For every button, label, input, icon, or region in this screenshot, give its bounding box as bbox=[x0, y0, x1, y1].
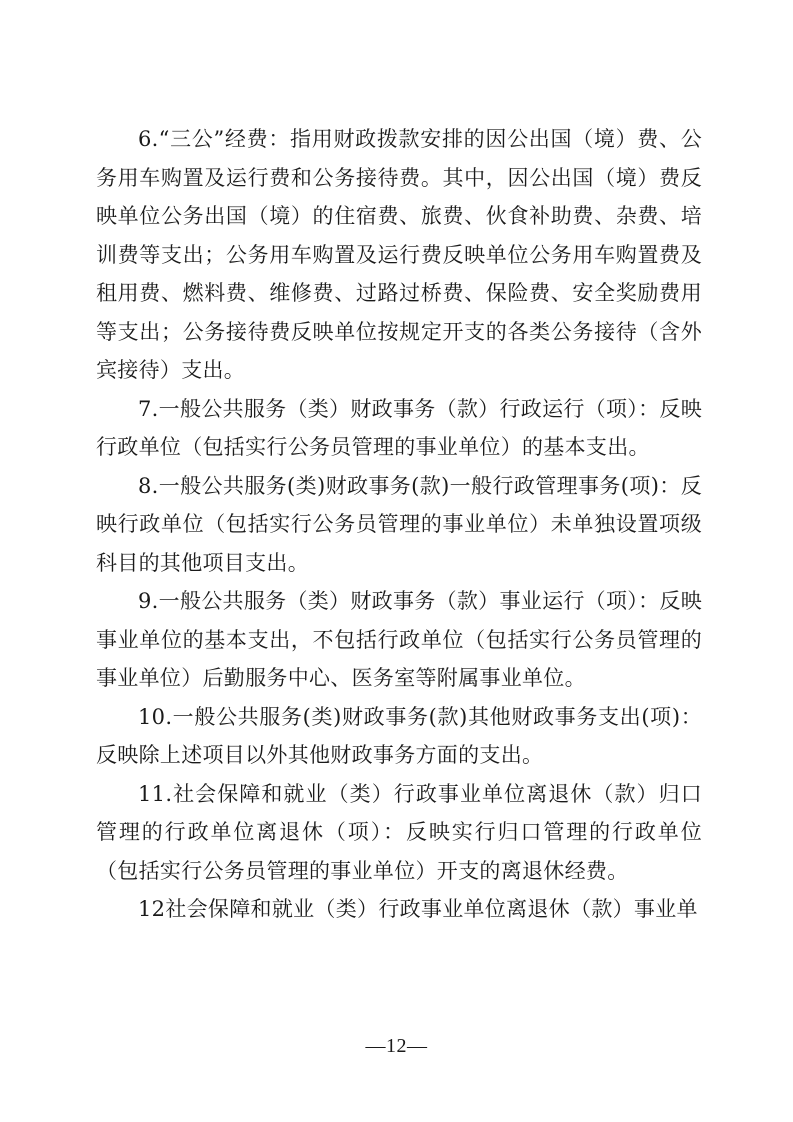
paragraph-institution-operation: 9.一般公共服务（类）财政事务（款）事业运行（项）：反映事业单位的基本支出，不包括行政单位（包括实行公务员管理的事业单位）后勤服务中心、医务室等附属事业单位。 bbox=[96, 589, 702, 690]
paragraph-admin-retirement: 11.社会保障和就业（类）行政事业单位离退休（款）归口管理的行政单位离退休（项）：反映实行归口管理的行政单位（包括实行公务员管理的事业单位）开支的离退休经费。 bbox=[96, 781, 702, 883]
paragraph-admin-operation: 7.一般公共服务（类）财政事务（款）行政运行（项）：反映行政单位（包括实行公务员管理的事业单位）的基本支出。 bbox=[96, 396, 702, 459]
paragraph-sangong-expenses: 6.“三公”经费：指用财政拨款安排的因公出国（境）费、公务用车购置及运行费和公务接待费。其中，因公出国（境）费反映单位公务出国（境）的住宿费、旅费、伙食补助费、杂费、培训费等支出；公务用车购置及运行费反映单位公务用车购置费及租用费、燃料费、维修费、过路过桥费、保险费、安全奖励费用等支出；公务接待费反映单位按规定开支的各类公务接待（含外宾接待）支出。 bbox=[96, 127, 702, 382]
paragraph-other-fiscal-affairs: 10.一般公共服务(类)财政事务(款)其他财政事务支出(项)：反映除上述项目以外其他财政事务方面的支出。 bbox=[96, 704, 702, 767]
document-body bbox=[96, 120, 702, 929]
paragraph-institution-retirement: 12社会保障和就业（类）行政事业单位离退休（款）事业单 bbox=[138, 897, 698, 921]
page-number: —12— bbox=[365, 1035, 428, 1057]
paragraph-general-admin-affairs: 8.一般公共服务(类)财政事务(款)一般行政管理事务(项)：反映行政单位（包括实行公务员管理的事业单位）未单独设置项级科目的其他项目支出。 bbox=[96, 473, 702, 575]
